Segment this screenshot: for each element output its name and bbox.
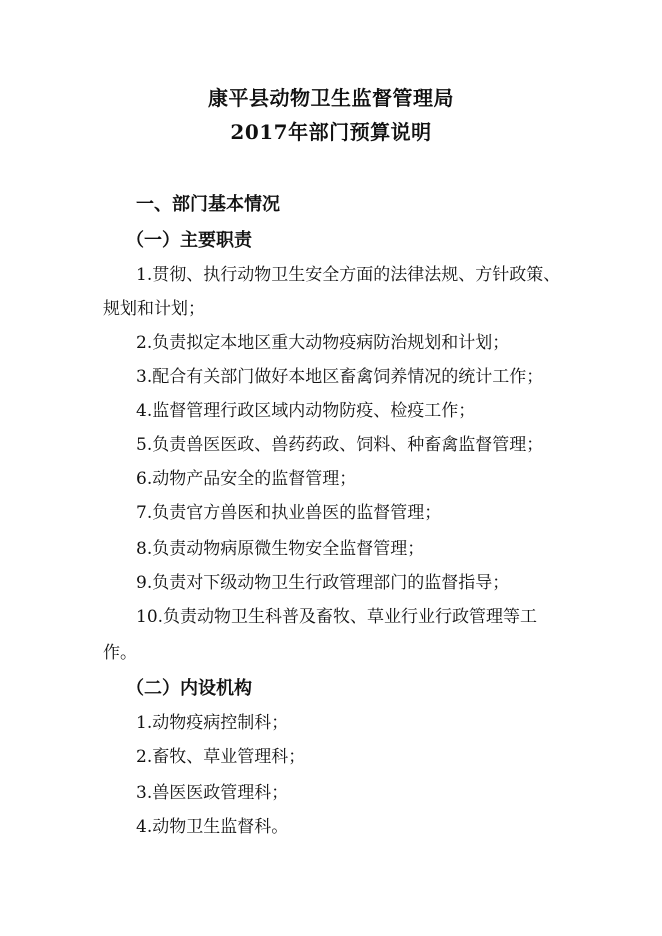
section-heading-basic-info: 一、部门基本情况 [136, 194, 280, 215]
duty-item: 10.负责动物卫生科普及畜牧、草业行业行政管理等工 [136, 607, 538, 627]
duty-item: 6.动物产品安全的监督管理； [136, 469, 357, 489]
document-subtitle: 2017年部门预算说明 [230, 120, 432, 144]
unit-item: 2.畜牧、草业管理科； [136, 747, 306, 767]
duty-item: 8.负责动物病原微生物安全监督管理； [136, 539, 425, 559]
duty-item: 7.负责官方兽医和执业兽医的监督管理； [136, 503, 442, 523]
duty-item: 1.贯彻、执行动物卫生安全方面的法律法规、方针政策、 [136, 265, 561, 285]
duty-item: 5.负责兽医医政、兽药药政、饲料、种畜禽监督管理； [136, 435, 544, 455]
document-title: 康平县动物卫生监督管理局 [208, 86, 454, 110]
subsection-heading-internal-units: （二）内设机构 [126, 678, 252, 699]
unit-item: 3.兽医医政管理科； [136, 783, 289, 803]
duty-item: 9.负责对下级动物卫生行政管理部门的监督指导； [136, 573, 510, 593]
duty-item: 4.监督管理行政区域内动物防疫、检疫工作； [136, 401, 476, 421]
duty-item: 2.负责拟定本地区重大动物疫病防治规划和计划； [136, 333, 510, 353]
unit-item: 1.动物疫病控制科； [136, 713, 289, 733]
duty-item: 3.配合有关部门做好本地区畜禽饲养情况的统计工作； [136, 367, 544, 387]
unit-item: 4.动物卫生监督科。 [136, 817, 289, 837]
duty-item: 规划和计划； [103, 299, 205, 319]
subsection-heading-duties: （一）主要职责 [126, 230, 252, 251]
duty-item: 作。 [103, 643, 137, 663]
